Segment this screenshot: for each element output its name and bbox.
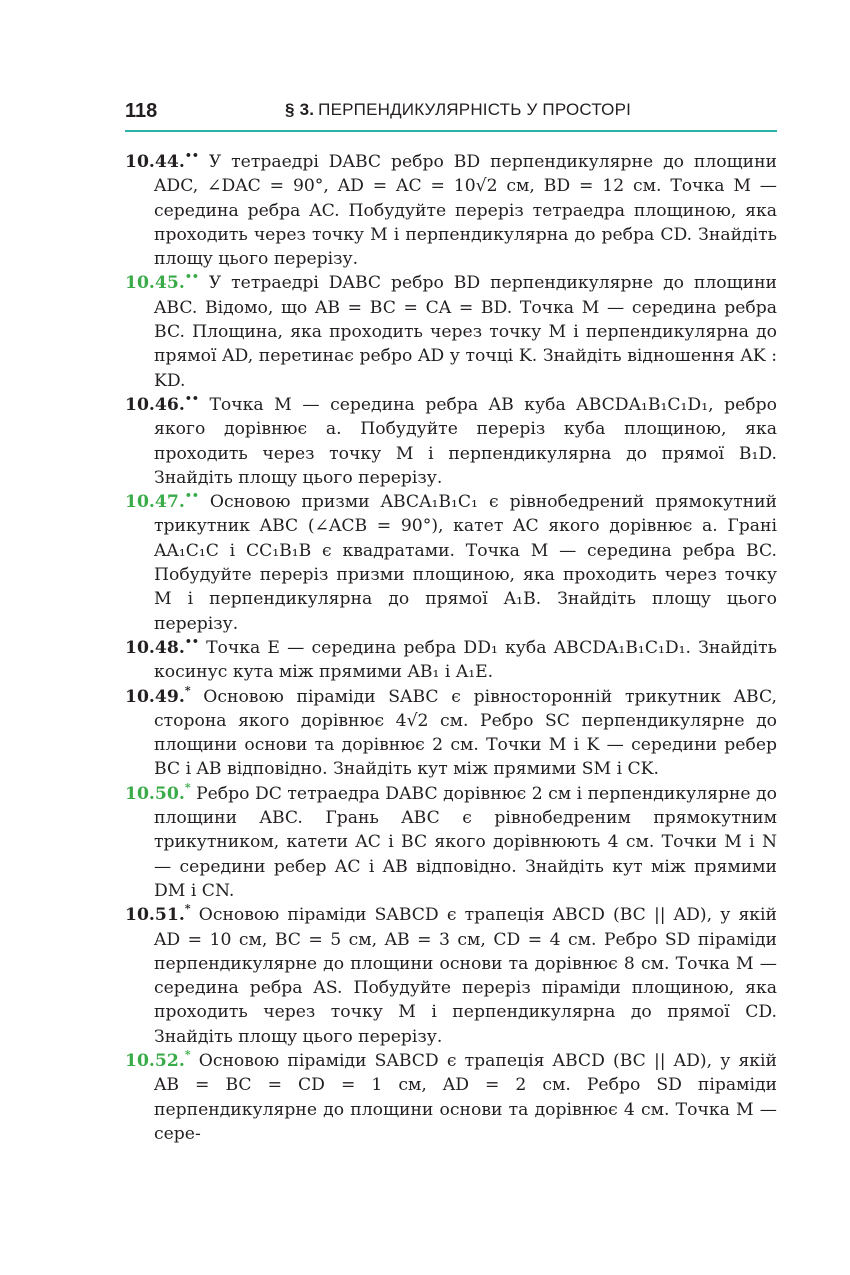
problem-number: 10.51.* [125, 902, 191, 926]
problem-number: 10.50.* [125, 780, 191, 804]
section-title [285, 100, 631, 120]
problem-text: Ребро DC тетраедра DABC дорівнює 2 см і перпендикулярне до площини ABC. Грань ABC є рівнобедреним прямокутним трикутником, катети AC і BC якого дорівнюють 4 см. Точки M і N — середини ребер AC і AB відповідно. Знайдіть кут між прямими DM і CN. [154, 783, 777, 901]
problem-text: Точка M — середина ребра AB куба ABCDA₁B₁C₁D₁, ребро якого дорівнює a. Побудуйте переріз куба площиною, яка проходить через точку M і перпендикулярна до прямої B₁D. Знайдіть площу цього перерізу. [154, 394, 777, 488]
problem-text: Точка E — середина ребра DD₁ куба ABCDA₁B₁C₁D₁. Знайдіть косинус кута між прямими AB₁ і A₁E. [154, 637, 778, 683]
problem-text: Основою піраміди SABCD є трапеція ABCD (BC || AD), у якій AD = 10 см, BC = 5 см, AB = 3 см, CD = 4 см. Ребро SD піраміди перпендикулярне до площини основи та дорівнює 8 см. Точка M — середина ребра AS. Побудуйте переріз піраміди площиною, яка проходить через точку M і перпендикулярна до прямої CD. Знайдіть площу цього перерізу. [154, 905, 777, 1047]
problem-item [125, 903, 777, 1049]
problem-text: Основою піраміди SABCD є трапеція ABCD (BC || AD), у якій AB = BC = CD = 1 см, AD = 2 см. Ребро SD піраміди перпендикулярне до площини основи та дорівнює 4 см. Точка M — сере- [154, 1050, 777, 1144]
problem-text: Основою піраміди SABC є рівносторонній трикутник ABC, сторона якого дорівнює 4√2 см. Ребро SC перпендикулярне до площини основи та дорівнює 2 см. Точки M і K — середини ребер BC і AB відповідно. Знайдіть кут між прямими SM і CK. [154, 686, 777, 780]
page-number: 118 [125, 100, 158, 122]
problem-item [125, 636, 777, 685]
problem-text: У тетраедрі DABC ребро BD перпендикулярне до площини ABC. Відомо, що AB = BC = CA = BD. Точка M — середина ребра BC. Площина, яка проходить через точку M і перпендикулярна до прямої AD, перетинає ребро AD у точці K. Знайдіть відношення AK : KD. [154, 273, 777, 391]
problem-text: Основою призми ABCA₁B₁C₁ є рівнобедрений прямокутний трикутник ABC (∠ACB = 90°), катет AC якого дорівнює a. Грані AA₁C₁C і CC₁B₁B є квадратами. Точка M — середина ребра BC. Побудуйте переріз призми площиною, яка проходить через точку M і перпендикулярна до прямої A₁B. Знайдіть площу цього перерізу. [154, 492, 778, 634]
page-header [125, 96, 777, 132]
problem-number: 10.48.•• [125, 634, 199, 658]
problem-list [125, 150, 777, 1146]
problem-number: 10.49.* [125, 683, 191, 707]
problem-item [125, 1049, 777, 1146]
section-title-text: ПЕРПЕНДИКУЛЯРНІСТЬ У ПРОСТОРІ [318, 100, 632, 119]
problem-number: 10.44.•• [125, 149, 199, 172]
problem-item [125, 685, 777, 782]
problem-item [125, 782, 777, 903]
problem-item [125, 150, 777, 271]
problem-number: 10.46.•• [125, 391, 199, 415]
problem-number: 10.52.* [125, 1047, 191, 1071]
section-mark: § 3. [285, 100, 315, 119]
problem-item [125, 490, 777, 636]
problem-number: 10.45.•• [125, 270, 199, 294]
problem-item [125, 393, 777, 490]
problem-number: 10.47.•• [125, 489, 199, 513]
problem-item [125, 271, 777, 392]
problem-text: У тетраедрі DABC ребро BD перпендикулярне до площини ADC, ∠DAC = 90°, AD = AC = 10√2 см, BD = 12 см. Точка M — середина ребра AC. Побудуйте переріз тетраедра площиною, яка проходить через точку M і перпендикулярна до ребра CD. Знайдіть площу цього перерізу. [154, 152, 777, 270]
